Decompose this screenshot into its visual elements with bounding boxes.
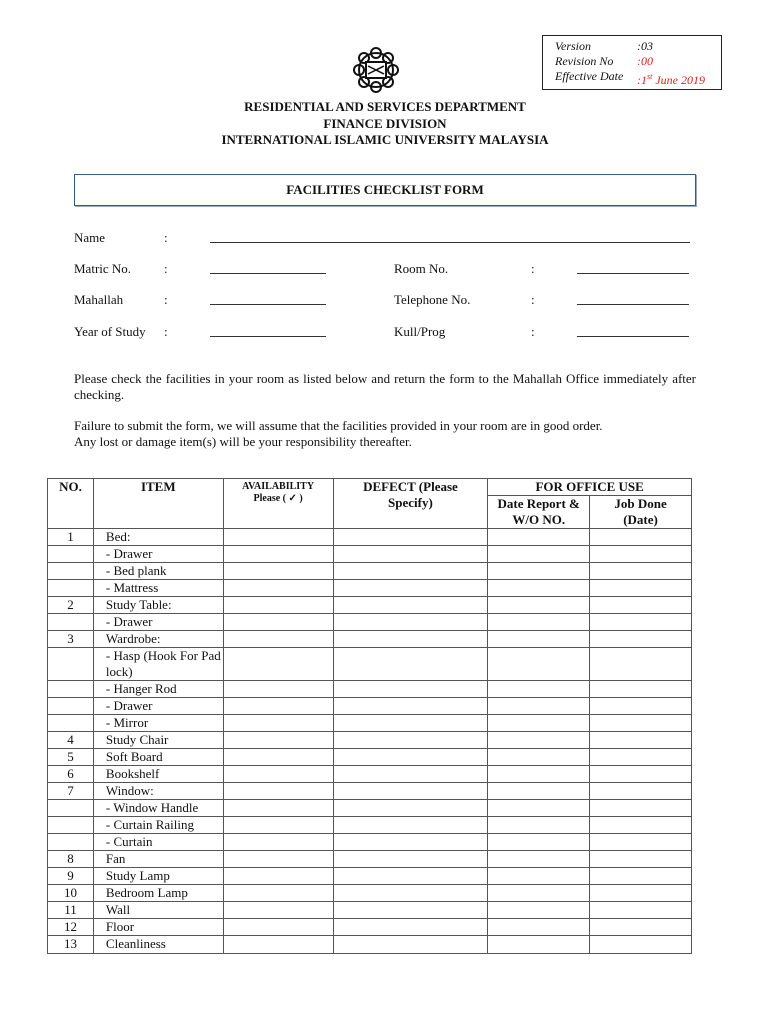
row-number (48, 800, 94, 817)
job-done-cell[interactable] (590, 631, 692, 648)
table-row (48, 631, 692, 648)
job-done-cell[interactable] (590, 936, 692, 954)
row-number (48, 546, 94, 563)
date-report-cell[interactable] (488, 529, 590, 546)
row-item: Bookshelf (93, 766, 223, 783)
colon: : (164, 292, 168, 307)
kull-input[interactable] (577, 336, 689, 337)
availability-cell[interactable] (223, 834, 333, 851)
row-item: - Bed plank (93, 563, 223, 580)
date-report-cell[interactable] (488, 868, 590, 885)
date-report-cell[interactable] (488, 546, 590, 563)
availability-cell[interactable] (223, 766, 333, 783)
job-done-cell[interactable] (590, 681, 692, 698)
availability-cell[interactable] (223, 783, 333, 800)
job-done-cell[interactable] (590, 563, 692, 580)
mahallah-input[interactable] (210, 304, 326, 305)
colon: : (164, 324, 168, 339)
availability-cell[interactable] (223, 868, 333, 885)
row-number: 9 (48, 868, 94, 885)
row-item: - Hanger Rod (93, 681, 223, 698)
row-item: - Curtain Railing (93, 817, 223, 834)
row-item: Cleanliness (93, 936, 223, 954)
defect-cell[interactable] (333, 597, 488, 614)
row-number: 4 (48, 732, 94, 749)
defect-cell[interactable] (333, 851, 488, 868)
date-report-cell[interactable] (488, 715, 590, 732)
matric-input[interactable] (210, 273, 326, 274)
table-row (48, 885, 692, 902)
date-report-cell[interactable] (488, 614, 590, 631)
date-report-cell[interactable] (488, 766, 590, 783)
job-done-cell[interactable] (590, 783, 692, 800)
row-item: - Mirror (93, 715, 223, 732)
job-done-cell[interactable] (590, 834, 692, 851)
table-row (48, 614, 692, 631)
defect-cell[interactable] (333, 817, 488, 834)
defect-cell[interactable] (333, 766, 488, 783)
row-number: 13 (48, 936, 94, 954)
date-report-cell[interactable] (488, 698, 590, 715)
availability-cell[interactable] (223, 648, 333, 681)
job-done-cell[interactable] (590, 698, 692, 715)
table-row (48, 834, 692, 851)
row-item: - Drawer (93, 698, 223, 715)
name-input[interactable] (210, 242, 690, 243)
university-heading: INTERNATIONAL ISLAMIC UNIVERSITY MALAYSIA (221, 132, 549, 147)
telephone-input[interactable] (577, 304, 689, 305)
defect-cell[interactable] (333, 546, 488, 563)
job-done-cell[interactable] (590, 715, 692, 732)
row-item: Study Lamp (93, 868, 223, 885)
room-input[interactable] (577, 273, 689, 274)
job-done-cell[interactable] (590, 749, 692, 766)
version-value: :03 (637, 39, 653, 53)
availability-cell[interactable] (223, 597, 333, 614)
job-done-cell[interactable] (590, 648, 692, 681)
division-heading: FINANCE DIVISION (323, 116, 447, 131)
date-report-cell[interactable] (488, 597, 590, 614)
job-done-cell[interactable] (590, 546, 692, 563)
table-row (48, 817, 692, 834)
table-row (48, 648, 692, 681)
availability-cell[interactable] (223, 885, 333, 902)
job-done-cell[interactable] (590, 732, 692, 749)
date-report-cell[interactable] (488, 902, 590, 919)
defect-cell[interactable] (333, 868, 488, 885)
defect-cell[interactable] (333, 614, 488, 631)
availability-cell[interactable] (223, 936, 333, 954)
job-done-cell[interactable] (590, 851, 692, 868)
row-number: 8 (48, 851, 94, 868)
date-report-cell[interactable] (488, 648, 590, 681)
availability-cell[interactable] (223, 546, 333, 563)
defect-cell[interactable] (333, 631, 488, 648)
row-number: 3 (48, 631, 94, 648)
defect-cell[interactable] (333, 885, 488, 902)
row-item: Window: (93, 783, 223, 800)
row-number: 11 (48, 902, 94, 919)
row-item: - Mattress (93, 580, 223, 597)
availability-cell[interactable] (223, 749, 333, 766)
kull-label: Kull/Prog (394, 324, 446, 339)
office-use-header: FOR OFFICE USE (488, 479, 692, 496)
job-done-cell[interactable] (590, 800, 692, 817)
effective-date-value: :1st June 2019 (637, 72, 705, 87)
col-no-header: NO. (48, 479, 94, 529)
row-number (48, 648, 94, 681)
col-date-report-header: Date Report & W/O NO. (488, 496, 590, 529)
university-logo-icon (348, 44, 404, 96)
date-report-cell[interactable] (488, 749, 590, 766)
row-item: Wardrobe: (93, 631, 223, 648)
defect-cell[interactable] (333, 834, 488, 851)
row-item: - Curtain (93, 834, 223, 851)
table-row (48, 749, 692, 766)
availability-cell[interactable] (223, 681, 333, 698)
defect-cell[interactable] (333, 681, 488, 698)
row-number: 6 (48, 766, 94, 783)
availability-cell[interactable] (223, 529, 333, 546)
version-label: Version (555, 39, 591, 53)
revision-label: Revision No (555, 54, 614, 68)
row-item: - Window Handle (93, 800, 223, 817)
defect-cell[interactable] (333, 732, 488, 749)
defect-cell[interactable] (333, 698, 488, 715)
job-done-cell[interactable] (590, 766, 692, 783)
row-item: Bed: (93, 529, 223, 546)
version-box (542, 35, 722, 90)
effective-date-label: Effective Date (555, 69, 624, 83)
row-number: 7 (48, 783, 94, 800)
row-item: Study Chair (93, 732, 223, 749)
row-item: Study Table: (93, 597, 223, 614)
row-number (48, 817, 94, 834)
job-done-cell[interactable] (590, 580, 692, 597)
defect-cell[interactable] (333, 800, 488, 817)
row-number: 5 (48, 749, 94, 766)
table-row (48, 698, 692, 715)
job-done-cell[interactable] (590, 868, 692, 885)
availability-cell[interactable] (223, 817, 333, 834)
colon: : (531, 324, 535, 339)
availability-cell[interactable] (223, 715, 333, 732)
colon: : (164, 230, 168, 245)
table-row (48, 529, 692, 546)
table-row (48, 732, 692, 749)
row-number (48, 681, 94, 698)
date-report-cell[interactable] (488, 851, 590, 868)
availability-cell[interactable] (223, 800, 333, 817)
row-item: Floor (93, 919, 223, 936)
availability-cell[interactable] (223, 919, 333, 936)
row-number: 2 (48, 597, 94, 614)
form-title: FACILITIES CHECKLIST FORM (74, 174, 696, 206)
job-done-cell[interactable] (590, 614, 692, 631)
row-number: 1 (48, 529, 94, 546)
room-label: Room No. (394, 261, 449, 276)
telephone-label: Telephone No. (394, 292, 471, 307)
job-done-cell[interactable] (590, 817, 692, 834)
colon: : (531, 292, 535, 307)
facilities-table (47, 478, 692, 954)
date-report-cell[interactable] (488, 631, 590, 648)
warning-line-1: Failure to submit the form, we will assume that the facilities provided in your room are in good order. (74, 418, 603, 433)
defect-cell[interactable] (333, 936, 488, 954)
row-number (48, 834, 94, 851)
table-row (48, 597, 692, 614)
col-defect-header: DEFECT (Please Specify) (333, 479, 488, 529)
col-availability-header: AVAILABILITY Please ( ✓ ) (223, 479, 333, 529)
row-number (48, 698, 94, 715)
availability-cell[interactable] (223, 732, 333, 749)
availability-cell[interactable] (223, 851, 333, 868)
row-item: Wall (93, 902, 223, 919)
date-report-cell[interactable] (488, 783, 590, 800)
availability-cell[interactable] (223, 614, 333, 631)
table-row (48, 580, 692, 597)
colon: : (164, 261, 168, 276)
availability-cell[interactable] (223, 563, 333, 580)
job-done-cell[interactable] (590, 885, 692, 902)
table-row (48, 681, 692, 698)
date-report-cell[interactable] (488, 563, 590, 580)
row-item: - Drawer (93, 546, 223, 563)
defect-cell[interactable] (333, 919, 488, 936)
defect-cell[interactable] (333, 902, 488, 919)
availability-cell[interactable] (223, 631, 333, 648)
revision-value: :00 (637, 54, 653, 68)
availability-cell[interactable] (223, 698, 333, 715)
name-label: Name (74, 230, 106, 245)
table-row (48, 715, 692, 732)
year-input[interactable] (210, 336, 326, 337)
table-row (48, 563, 692, 580)
defect-cell[interactable] (333, 783, 488, 800)
table-row (48, 546, 692, 563)
availability-cell[interactable] (223, 902, 333, 919)
date-report-cell[interactable] (488, 834, 590, 851)
row-number: 12 (48, 919, 94, 936)
table-row (48, 851, 692, 868)
job-done-cell[interactable] (590, 919, 692, 936)
table-row (48, 800, 692, 817)
row-number (48, 563, 94, 580)
colon: : (531, 261, 535, 276)
date-report-cell[interactable] (488, 936, 590, 954)
defect-cell[interactable] (333, 529, 488, 546)
table-row (48, 902, 692, 919)
date-report-cell[interactable] (488, 885, 590, 902)
row-item: Fan (93, 851, 223, 868)
date-report-cell[interactable] (488, 580, 590, 597)
table-row (48, 936, 692, 954)
matric-label: Matric No. (74, 261, 132, 276)
row-item: - Drawer (93, 614, 223, 631)
date-report-cell[interactable] (488, 681, 590, 698)
department-heading: RESIDENTIAL AND SERVICES DEPARTMENT (244, 99, 526, 114)
defect-cell[interactable] (333, 749, 488, 766)
row-number (48, 580, 94, 597)
instruction-paragraph: Please check the facilities in your room as listed below and return the form to the Mahallah Office immediately after checking. (74, 371, 696, 402)
col-job-done-header: Job Done (Date) (590, 496, 692, 529)
row-number: 10 (48, 885, 94, 902)
table-row (48, 783, 692, 800)
mahallah-label: Mahallah (74, 292, 124, 307)
table-row (48, 766, 692, 783)
job-done-cell[interactable] (590, 529, 692, 546)
defect-cell[interactable] (333, 648, 488, 681)
date-report-cell[interactable] (488, 817, 590, 834)
row-item: Bedroom Lamp (93, 885, 223, 902)
row-item: - Hasp (Hook For Pad lock) (93, 648, 223, 681)
job-done-cell[interactable] (590, 597, 692, 614)
col-item-header: ITEM (93, 479, 223, 529)
year-label: Year of Study (74, 324, 146, 339)
date-report-cell[interactable] (488, 919, 590, 936)
warning-line-2: Any lost or damage item(s) will be your responsibility thereafter. (74, 434, 412, 449)
date-report-cell[interactable] (488, 800, 590, 817)
table-row (48, 919, 692, 936)
date-report-cell[interactable] (488, 732, 590, 749)
row-number (48, 715, 94, 732)
row-number (48, 614, 94, 631)
job-done-cell[interactable] (590, 902, 692, 919)
availability-cell[interactable] (223, 580, 333, 597)
defect-cell[interactable] (333, 580, 488, 597)
table-row (48, 868, 692, 885)
defect-cell[interactable] (333, 563, 488, 580)
row-item: Soft Board (93, 749, 223, 766)
defect-cell[interactable] (333, 715, 488, 732)
